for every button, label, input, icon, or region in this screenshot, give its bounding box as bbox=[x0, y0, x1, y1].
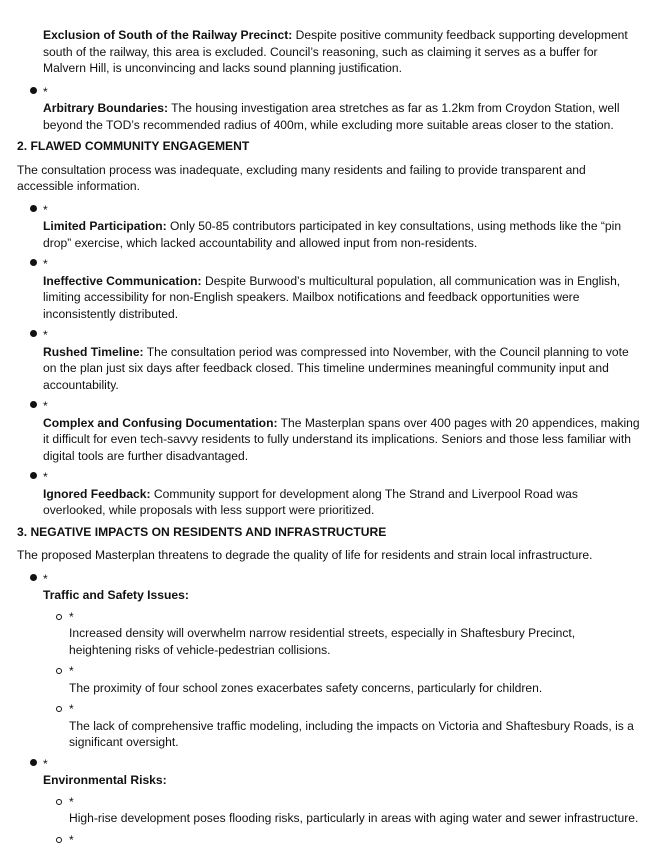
item-marker: * bbox=[43, 328, 48, 342]
list-item-environmental-risks bbox=[17, 756, 640, 789]
list-item-complex-documentation bbox=[17, 398, 640, 464]
bullet-icon bbox=[30, 759, 37, 766]
item-marker: * bbox=[69, 609, 74, 624]
item-text: The lack of comprehensive traffic modeling, including the impacts on Victoria and Shaftesbury Roads, is a significant oversight. bbox=[69, 718, 634, 749]
bullet-icon bbox=[30, 330, 37, 337]
item-title-paragraph bbox=[43, 772, 640, 789]
bullet-icon bbox=[30, 472, 37, 479]
section-intro: The proposed Masterplan threatens to degrade the quality of life for residents and strain local infrastructure. bbox=[17, 548, 593, 562]
item-title: Limited Participation: bbox=[43, 219, 167, 233]
item-marker: * bbox=[69, 702, 74, 716]
bullet-icon bbox=[30, 87, 37, 94]
item-text: Only 50-85 contributors participated in key consultations, using methods like the “pin drop” exercise, which lacked accountability and allowed input from non-residents. bbox=[43, 219, 622, 250]
sublist-item bbox=[17, 701, 640, 751]
item-paragraph bbox=[43, 415, 640, 465]
item-title-paragraph bbox=[43, 587, 640, 604]
item-marker: * bbox=[69, 794, 74, 809]
list-item-limited-participation bbox=[17, 202, 640, 252]
item-paragraph bbox=[43, 273, 640, 323]
sublist-item bbox=[17, 832, 640, 849]
sublist-item bbox=[17, 609, 640, 659]
item-text: The housing investigation area stretches as far as 1.2km from Croydon Station, well beyond the TOD’s recommended radius of 400m, while excluding more suitable areas closer to the station. bbox=[43, 101, 620, 132]
item-text: Community support for development along The Strand and Liverpool Road was overlooked, while proposals with less support were prioritized. bbox=[43, 486, 578, 517]
item-paragraph bbox=[43, 27, 640, 77]
bullet-icon bbox=[30, 205, 37, 212]
item-text: Despite positive community feedback supporting development south of the railway, this area is excluded. Council’s reasoning, such as claiming it serves as a buffer for Malvern Hill, is unconvincing and lacks sound planning justification. bbox=[43, 28, 628, 75]
item-title: Arbitrary Boundaries: bbox=[43, 101, 168, 115]
item-title: Ineffective Communication: bbox=[43, 273, 202, 288]
item-text: Increased density will overwhelm narrow residential streets, especially in Shaftesbury Precinct, heightening risks of vehicle-pedestrian collisions. bbox=[69, 626, 576, 657]
item-title: Traffic and Safety Issues: bbox=[43, 588, 189, 602]
item-marker: * bbox=[69, 664, 74, 678]
item-marker: * bbox=[43, 571, 48, 586]
item-text: The consultation period was compressed into November, with the Council planning to vote on the plan just six days after feedback closed. This timeline undermines meaningful community input and accountability. bbox=[43, 344, 629, 392]
item-marker: * bbox=[43, 399, 48, 413]
section-heading-negative-impacts: 3. NEGATIVE IMPACTS ON RESIDENTS AND INFRASTRUCTURE bbox=[17, 524, 387, 539]
list-item-exclusion-south bbox=[17, 27, 640, 77]
item-text: The proximity of four school zones exacerbates safety concerns, particularly for children. bbox=[69, 680, 543, 695]
item-title: Environmental Risks: bbox=[43, 773, 167, 787]
item-title: Rushed Timeline: bbox=[43, 344, 144, 359]
list-item-ineffective-communication bbox=[17, 256, 640, 322]
item-marker: * bbox=[69, 832, 74, 847]
item-text: The Masterplan spans over 400 pages with 20 appendices, making it difficult for even tech-savvy residents to fully understand its implications. Seniors and those less familiar with digital tools are further disadvantaged. bbox=[43, 415, 640, 463]
item-marker: * bbox=[43, 202, 48, 217]
circle-bullet-icon bbox=[56, 668, 62, 674]
item-paragraph bbox=[43, 486, 640, 519]
bullet-icon bbox=[30, 401, 37, 408]
bullet-icon bbox=[30, 259, 37, 266]
bullet-icon bbox=[30, 574, 37, 581]
item-paragraph bbox=[43, 344, 640, 394]
list-item-arbitrary-boundaries bbox=[17, 84, 640, 134]
circle-bullet-icon bbox=[56, 837, 62, 843]
list-item-traffic-safety bbox=[17, 571, 640, 604]
section-intro: The consultation process was inadequate, excluding many residents and failing to provide transparent and accessible information. bbox=[17, 162, 586, 193]
section-heading-community-engagement: 2. FLAWED COMMUNITY ENGAGEMENT bbox=[17, 139, 250, 153]
item-title: Exclusion of South of the Railway Precinct: bbox=[43, 28, 293, 42]
sublist-item bbox=[17, 794, 640, 827]
item-text: High-rise development poses flooding risks, particularly in areas with aging water and sewer infrastructure. bbox=[69, 811, 639, 825]
item-marker: * bbox=[43, 84, 48, 99]
item-text: Despite Burwood’s multicultural population, all communication was in English, limiting accessibility for non-English speakers. Mailbox notifications and feedback opportunities were inconsistently distributed. bbox=[43, 273, 621, 321]
item-paragraph bbox=[43, 218, 640, 251]
item-paragraph bbox=[43, 100, 640, 133]
circle-bullet-icon bbox=[56, 614, 62, 620]
item-marker: * bbox=[43, 756, 48, 771]
list-item-rushed-timeline bbox=[17, 327, 640, 393]
item-title: Ignored Feedback: bbox=[43, 486, 151, 501]
item-marker: * bbox=[43, 257, 48, 271]
list-item-ignored-feedback bbox=[17, 469, 640, 519]
item-title: Complex and Confusing Documentation: bbox=[43, 415, 278, 430]
sublist-item bbox=[17, 663, 640, 696]
item-marker: * bbox=[43, 470, 48, 484]
circle-bullet-icon bbox=[56, 799, 62, 805]
circle-bullet-icon bbox=[56, 706, 62, 712]
